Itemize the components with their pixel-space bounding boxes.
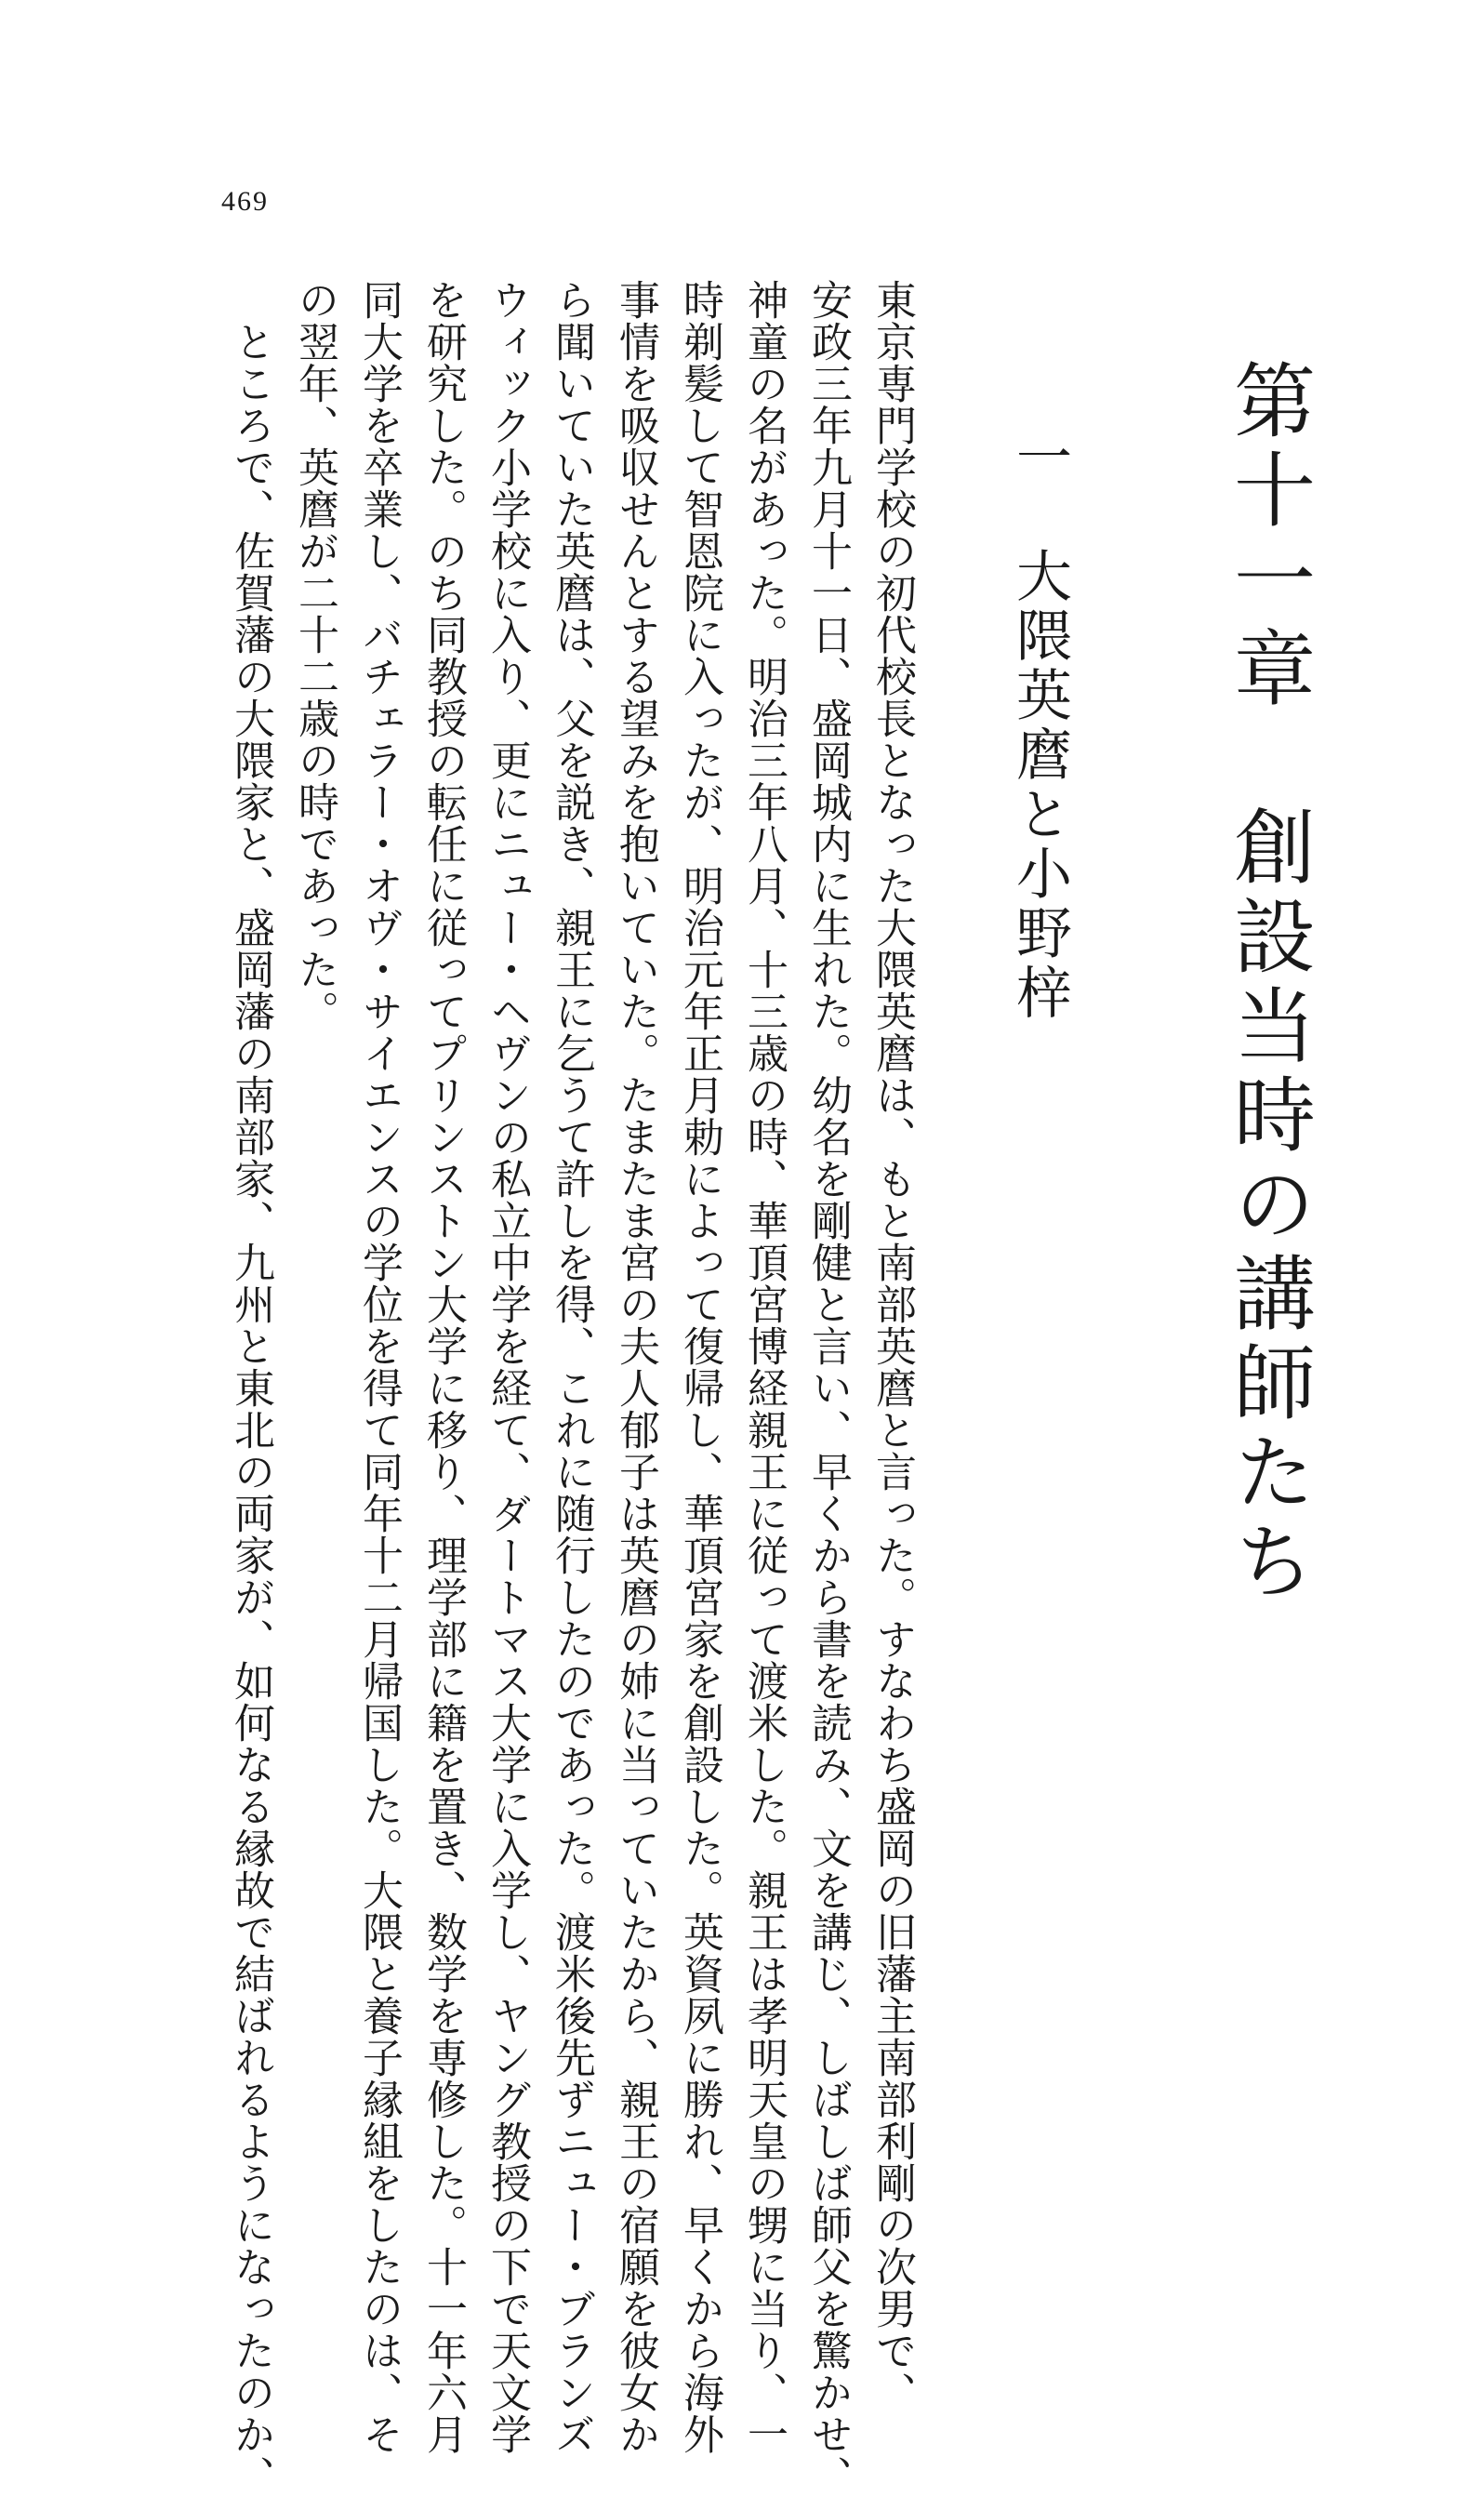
section-title: 一 大隈英麿と小野梓	[1007, 428, 1072, 1023]
body-line: 東京専門学校の初代校長となった大隈英麿は、もと南部英麿と言った。すなわち盛岡の旧藩主南部利剛の次男で、	[868, 279, 916, 2413]
body-line: 同大学を卒業し、バチェラー・オヴ・サイエンスの学位を得て同年十二月帰国した。大隈と養子縁組をしたのは、そ	[355, 279, 403, 2455]
body-line: 神童の名があった。明治三年八月、十三歳の時、華頂宮博経親王に従って渡米した。親王は孝明天皇の甥に当り、一	[740, 279, 788, 2455]
body-line: を研究した。のち同教授の転任に従ってプリンストン大学に移り、理学部に籍を置き、数学を専修した。十一年六月	[419, 279, 467, 2455]
body-line: ら聞いていた英麿は、父を説き、親王に乞うて許しを得、これに随行したのであった。渡米後先ずニュー・ブランズ	[548, 279, 595, 2455]
body-line: ウィック小学校に入り、更にニュー・ヘヴンの私立中学を経て、ダートマス大学に入学し、ヤング教授の下で天文学	[484, 279, 531, 2455]
chapter-title: 第十一章 創設当時の講師たち	[1221, 358, 1317, 1608]
body-line: の翌年、英麿が二十二歳の時であった。	[291, 279, 338, 1032]
body-line: ところで、佐賀藩の大隈家と、盛岡藩の南部家、九州と東北の両家が、如何なる縁故で結ばれるようになったのか、	[227, 279, 274, 2497]
body-line: 時剃髪して智恩院に入ったが、明治元年正月勅によって復帰し、華頂宮家を創設した。英資夙に勝れ、早くから海外	[676, 279, 723, 2455]
body-line: 安政三年九月十一日、盛岡城内に生れた。幼名を剛健と言い、早くから書を読み、文を講じ、しばしば師父を驚かせ、	[804, 279, 852, 2497]
page-number: 469	[221, 186, 269, 217]
body-line: 事情を吸収せんとする望みを抱いていた。たまたま宮の夫人郁子は英麿の姉に当っていたから、親王の宿願を彼女か	[612, 279, 659, 2455]
